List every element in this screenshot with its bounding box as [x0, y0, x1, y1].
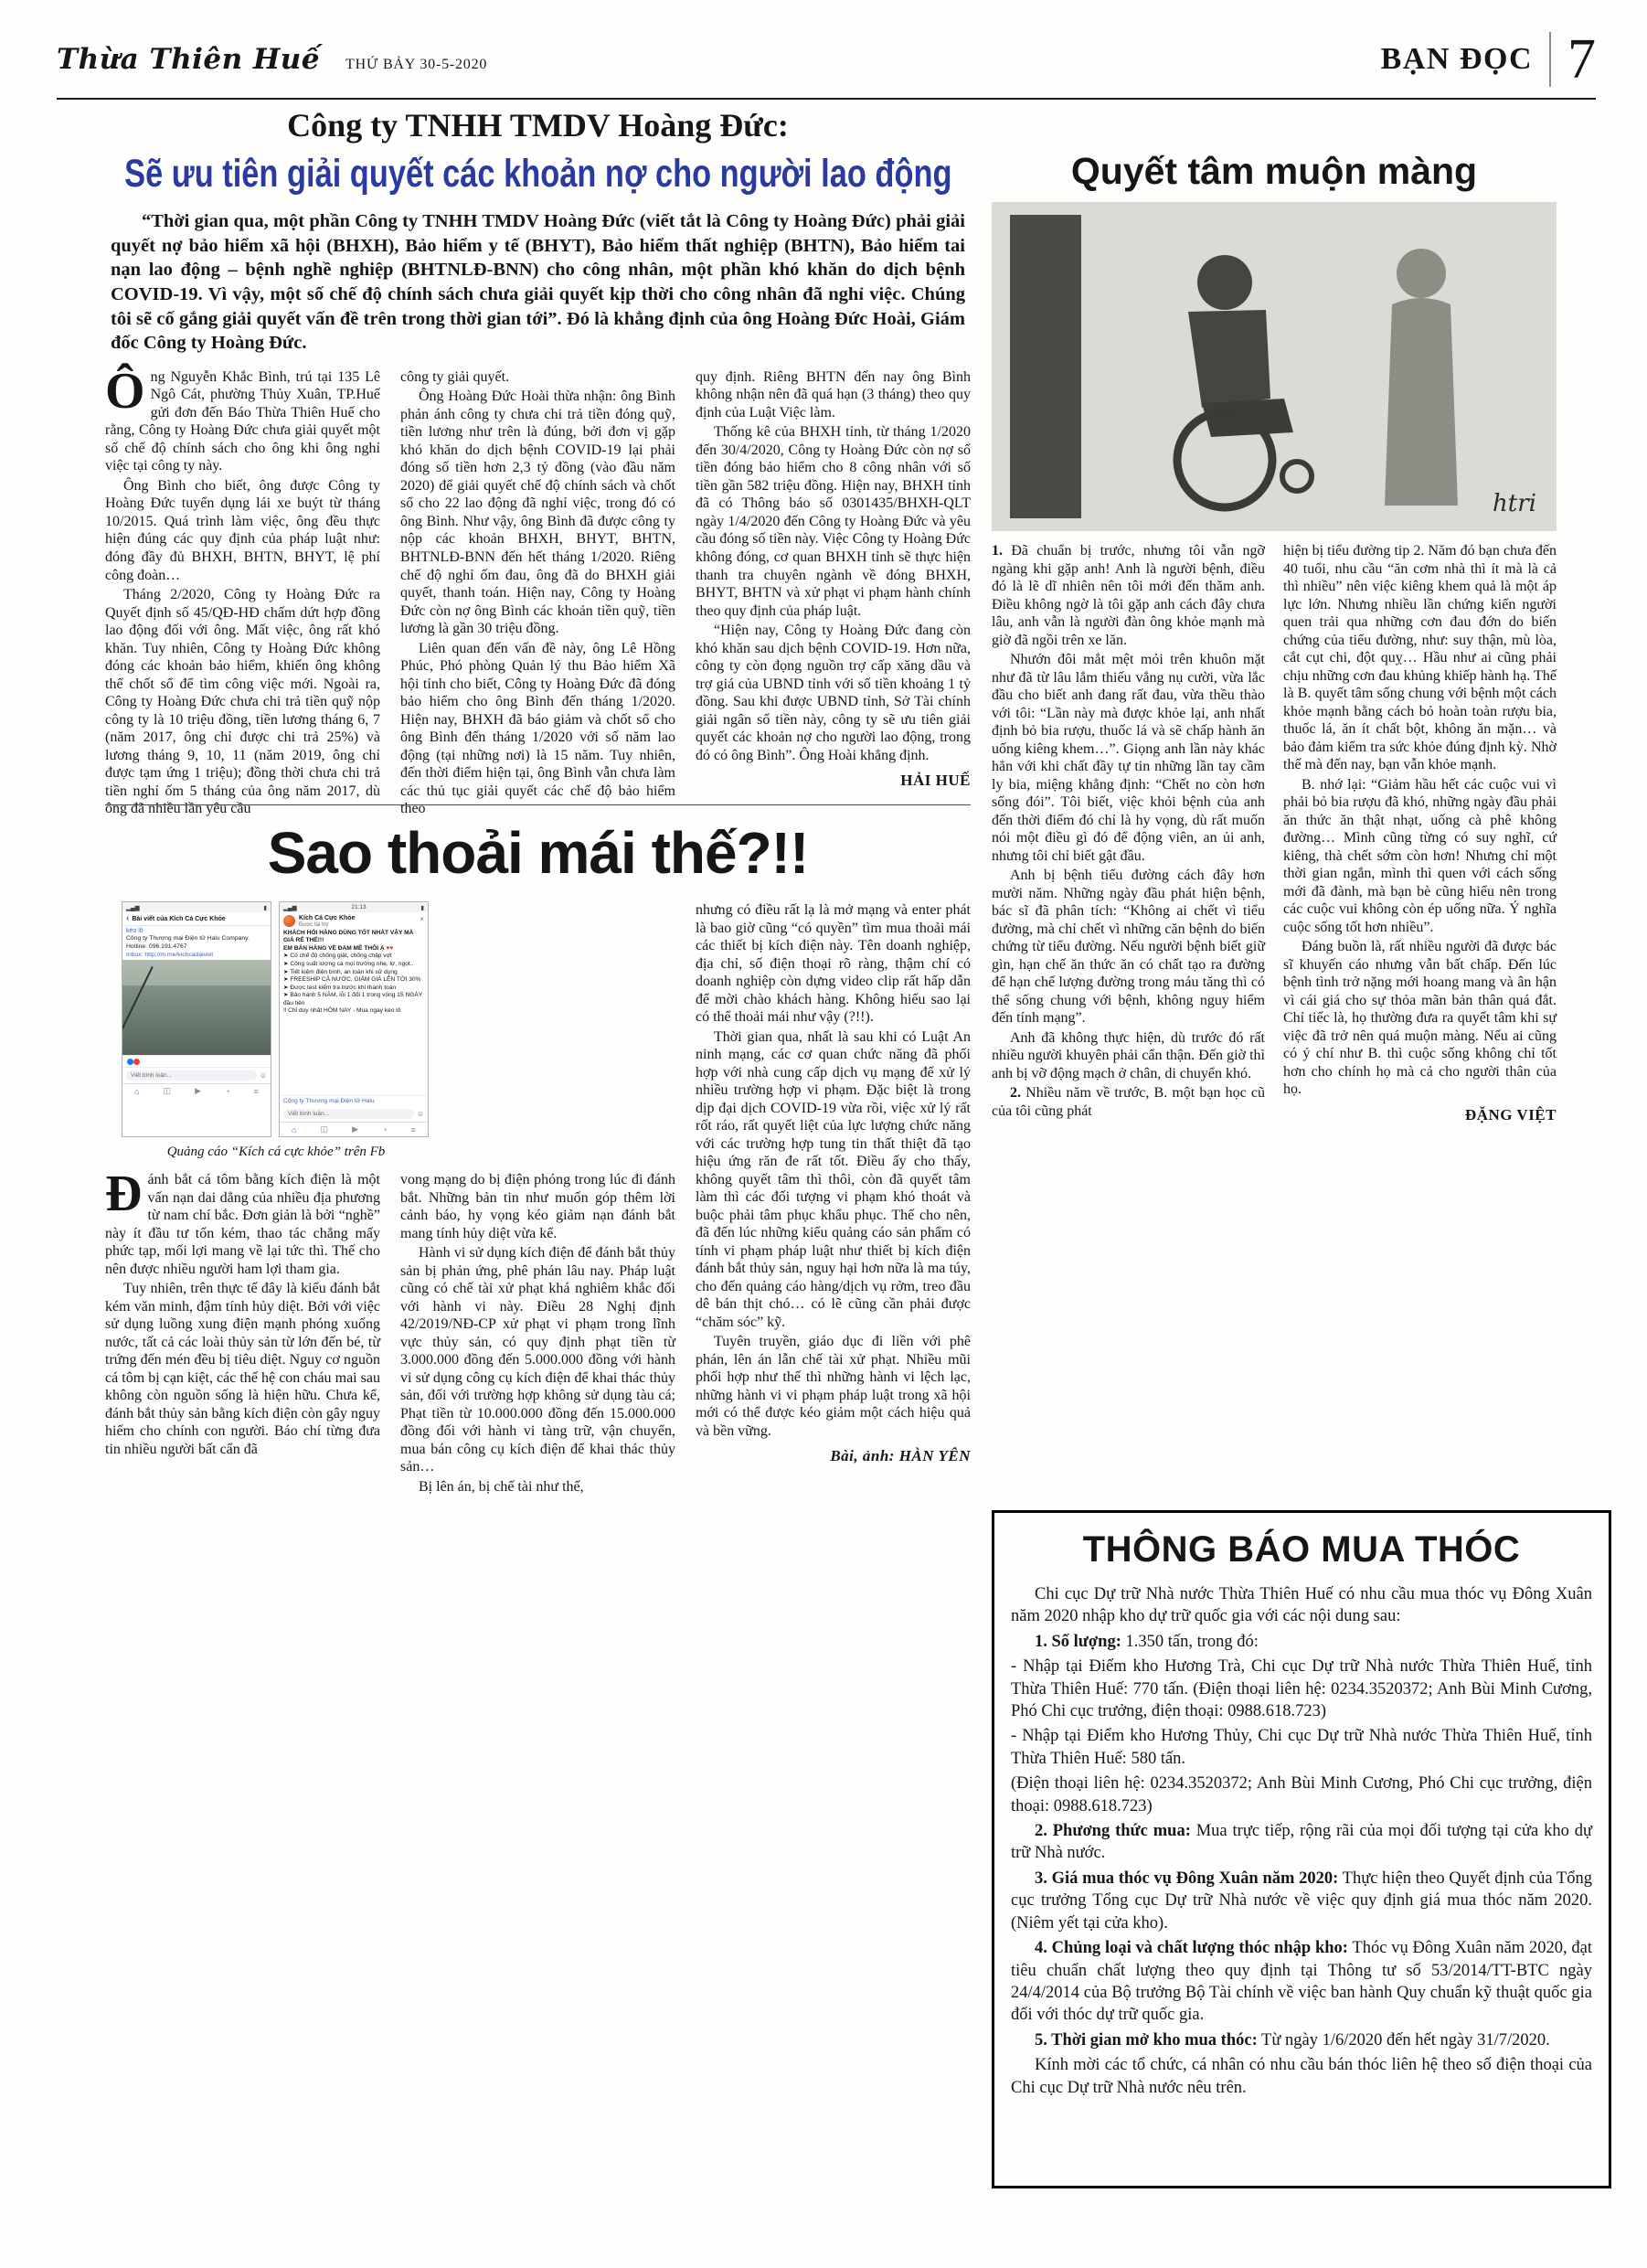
love-icon — [133, 1059, 140, 1065]
fb-screenshot-ad — [279, 901, 429, 1137]
paragraph: Ông Bình cho biết, ông được Công ty Hoàng Đức tuyển dụng lái xe buýt từ tháng 10/2015. Quá trình làm việc, ông đều thực hiện đúng các quy định của pháp luật như: đóng đầy đủ BHXH, BHTN, BHYT, lệ phí công đoàn… — [105, 477, 380, 583]
article-column-1 — [992, 542, 1265, 1124]
paragraph: Ông Hoàng Đức Hoài thừa nhận: ông Bình phản ánh công ty chưa chi trả tiền đóng quỹ, tiền lương như trên là đúng, bởi đơn vị gặp khó khăn do dịch bệnh COVID-19 lại phải đóng số tiền hơn 2,3 tỷ đồng (vào đầu năm 2020) để giải quyết chế độ chính sách và chốt sổ cho 22 lao động đã nghỉ việc, trong đó có ông Bình. Như vậy, ông Bình đã được công ty nộp các khoản BHXH, BHYT, BHTN, BHTNLĐ-BNN đến hết tháng 1/2020. Riêng chế độ nghỉ ốm đau, ông đã do BHXH giải quyết, thanh toán. Hiện nay, Công ty Hoàng Đức còn nợ ông Bình các khoản tiền quỹ, tiền lương là gần 30 triệu đồng. — [400, 389, 675, 637]
paragraph: Nhướn đôi mắt mệt mỏi trên khuôn mặt như đã từ lâu lắm thiếu vắng nụ cười, vừa lắc đầu cho biết anh đang rất đau, vừa thều thào với tôi: “Lần này mà được khỏe lại, anh nhất định bỏ bia rượu, thuốc lá và sẽ chấp hành ăn uống kiêng khem…”. Giọng anh lần này khác hẳn với khi chất đầy tự tin những lần tay cầm ly bia, miệng khẳng định: “Chết no còn hơn sống đói”. Tôi biết, việc khỏi bệnh của anh đến thời điểm đó chỉ là hy vọng, dù rất muốn nói một điều gì đó để động viên, an ủi anh, nhưng tôi chỉ biết gật đầu. — [992, 652, 1265, 864]
signal-icon: ▂▄▆ — [283, 904, 297, 911]
ad-bullet-list — [283, 953, 424, 1016]
section-group — [1380, 28, 1596, 91]
post-photo-water — [122, 960, 271, 1055]
clock: 21:13 — [351, 904, 367, 910]
paragraph: Kính mời các tổ chức, cá nhân có nhu cầu bán thóc liên hệ theo số điện thoại của Chi cục Dự trữ Nhà nước nêu trên. — [1011, 2056, 1592, 2097]
illustration-wheelchair — [992, 202, 1557, 531]
battery-icon: ▮ — [263, 904, 267, 911]
paragraph: Đánh bắt cá tôm bằng kích điện là một vấn nạn dai dẳng của nhiều địa phương từ nam chí bắc. Đơn giản là bởi “nghề” này ít đầu tư tốn kém, thao tác chẳng mấy phức tạp, mối lợi mang về lại tức thì. Thế cho nên được nhiều người ham lợi tham gia. — [105, 1166, 380, 1277]
comment-bar — [122, 1068, 271, 1083]
article-column-1 — [105, 1166, 380, 1497]
paragraph: Liên quan đến vấn đề này, ông Lê Hồng Phúc, Phó phòng Quản lý thu Bảo hiểm Xã hội tỉnh cho biết, Công ty Hoàng Đức đã đóng bảo hiểm cho ông Bình đến tháng 1/2020. Hiện nay, BHXH đã báo giảm và chốt sổ cho ông Bình đến tháng 1/2020 với số năm lao động (tại những nơi) là 15 năm. Tuy nhiên, đến thời điểm hiện tại, ông Bình vẫn chưa làm các thủ tục giải quyết các chế độ bảo hiểm theo — [400, 640, 675, 817]
fb-page-header — [280, 912, 428, 930]
notifications-icon: ◔ — [382, 1124, 388, 1134]
newspaper-masthead: Thừa Thiên Huế — [57, 43, 321, 76]
notice-body — [1011, 1583, 1592, 2099]
ad-headline-1: KHÁCH HỎI HÀNG DÙNG TỐT NHẤT VẬY MÀ GIÁ RẺ THẾ!!! — [283, 929, 414, 944]
header-rule — [57, 98, 1596, 100]
column-paragraphs — [1283, 542, 1557, 1099]
page-name: Kích Cá Cực Khỏe — [299, 915, 356, 921]
paragraph: - Nhập tại Điểm kho Hương Trà, Chi cục Dự trữ Nhà nước Thừa Thiên Huế, tỉnh Thừa Thiên Huế: 770 tấn. (Điện thoại liên hệ: 0234.3520372; Anh Bùi Minh Cương, Phó Chi cục trưởng, điện thoại: 0988.618.723) — [1011, 1657, 1592, 1721]
watch-icon: ▶ — [195, 1086, 202, 1096]
article-body — [105, 901, 971, 1497]
signal-icon: ▂▄▆ — [126, 904, 140, 911]
article-column-3 — [696, 901, 971, 1497]
paragraph: quy định. Riêng BHTN đến nay ông Bình không nhận nên đã quá hạn (3 tháng) theo quy định của Luật Việc làm. — [696, 368, 971, 421]
notice-title: THÔNG BÁO MUA THÓC — [1082, 1529, 1521, 1570]
paragraph: B. nhớ lại: “Giảm hầu hết các cuộc vui vì phải bỏ bia rượu đã khó, những ngày đầu phải ăn thức ăn thật nhạt, uống cà phê không đường… Mình cũng từng có suy nghĩ, cứ kiêng, thà chết sớm còn hơn! Nhưng chỉ một thời gian ngắn, mình thì quen với cách sống mới đã đành, mà bạn bè cũng hiểu nên trong các cuộc vui không còn ép uống nữa. Ý nghĩa cuộc sống tốt hơn nhiều”. — [1283, 776, 1557, 935]
paragraph: Thống kê của BHXH tỉnh, từ tháng 1/2020 đến 30/4/2020, Công ty Hoàng Đức còn nợ số tiền đóng bảo hiểm cho 8 công nhân với số tiền gần 582 triệu đồng. Hiện nay, BHXH tỉnh đã có Thông báo số 0301435/BHXH-QLT ngày 1/4/2020 đến Công ty Hoàng Đức và yêu cầu đóng số tiền này. Việc Công ty Hoàng Đức không đóng, cơ quan BHXH tỉnh sẽ thực hiện thanh tra chuyên ngành về đóng BHXH, BHYT, BHTN và xử phạt vi phạm hành chính theo quy định của pháp luật. — [696, 424, 971, 619]
column-paragraphs — [696, 901, 971, 1440]
notice-box-mua-thoc — [992, 1510, 1611, 2188]
like-icon — [127, 1059, 133, 1065]
paragraph: (Điện thoại liên hệ: 0234.3520372; Anh Bùi Minh Cương, Phó Chi cục trưởng, điện thoại: 0988.618.723) — [1011, 1774, 1592, 1815]
fb-screenshot-post — [122, 901, 271, 1137]
page-header — [57, 26, 1596, 93]
watch-icon: ▶ — [352, 1124, 359, 1134]
issue-date: THỨ BẢY 30-5-2020 — [345, 57, 488, 72]
paragraph: 1. Số lượng: 1.350 tấn, trong đó: — [1035, 1632, 1259, 1651]
article-headline-wrap — [105, 152, 971, 197]
paragraph: 5. Thời gian mở kho mua thóc: Từ ngày 1/6/2020 đến hết ngày 31/7/2020. — [1035, 2030, 1550, 2050]
sponsored-label: Được tài trợ — [299, 921, 329, 928]
article-column-2 — [400, 368, 675, 820]
paragraph: 2. Nhiều năm về trước, B. một bạn học cũ của tôi cũng phát — [992, 1085, 1265, 1119]
byline: HẢI HUẾ — [900, 772, 971, 790]
photo-caption: Quảng cáo “Kích cá cực khỏe” trên Fb — [166, 1145, 386, 1159]
comment-input: Viết bình luận... — [283, 1109, 414, 1119]
close-icon: × — [420, 915, 424, 923]
fb-tab-bar — [122, 1083, 271, 1098]
paragraph: Anh đã không thực hiện, dù trước đó rất nhiều người khuyên phải cẩn thận. Đến giờ thì anh bị vỡ động mạch ở chân, di chuyển khó. — [992, 1029, 1265, 1081]
page-name-block — [299, 915, 355, 928]
paragraph: ➤ Được test kiểm tra trước khi thanh toán — [283, 984, 397, 991]
paragraph: Chi cục Dự trữ Nhà nước Thừa Thiên Huế có nhu cầu mua thóc vụ Đông Xuân năm 2020 nhập kho dự trữ quốc gia với các nội dung sau: — [1011, 1585, 1592, 1626]
paragraph: Ông Nguyễn Khắc Bình, trú tại 135 Lê Ngô Cát, phường Thủy Xuân, TP.Huế gửi đơn đến Báo Thừa Thiên Huế cho rằng, Công ty Hoàng Đức chưa giải quyết một số chế độ chính sách cho ông khi ông nghỉ việc tại công ty này. — [105, 362, 380, 474]
byline: ĐẶNG VIỆT — [1464, 1105, 1557, 1123]
paragraph: Đáng buồn là, rất nhiều người đã được bác sĩ khuyến cáo nhưng vẫn bất chấp. Đến lúc bệnh tình trở nặng mới hoang mang và ân hận vì cái giá cho sự thỏa mãn bản thân quá đắt. Chỉ tiếc là, họ thường đưa ra quyết tâm khi sự việc đã trở nên quá muộn màng. Nếu ai cũng có ý chí như B. thì cuộc sống không chỉ tốt hơn cho chính họ mà cả cho người thân của họ. — [1283, 939, 1557, 1098]
paragraph: 3. Giá mua thóc vụ Đông Xuân năm 2020: Thực hiện theo Quyết định của Tổng cục trưởng Tổng cục Dự trữ Nhà nước về việc quy định giá mua thóc năm 2020. (Niêm yết tại cửa kho). — [1011, 1869, 1592, 1933]
paragraph: ➤ Công suất lượng cá mọi trường nhẹ, lợ, ngọt.. — [283, 960, 414, 967]
reactions-row — [122, 1055, 271, 1068]
paragraph: Tuy nhiên, trên thực tế đây là kiểu đánh bắt kém văn minh, đậm tính hủy diệt. Bởi với việc sử dụng luồng xung điện mạnh phóng xuống nước, tất cả các loài thủy sản từ lớn đến bé, từ trứng đến mén đều bị tiêu diệt. Nguy cơ nguồn cá tôm bị cạn kiệt, các thế hệ con cháu mai sau không còn nguồn sống là hiện hữu. Chưa kể, đánh bắt thủy sản bằng kích điện còn gây nguy hiểm cho chính con người. Báo chí từng đưa tin nhiều người bất cẩn đã — [105, 1281, 380, 1457]
paragraph: hiện bị tiểu đường tip 2. Năm đó bạn chưa đến 40 tuổi, nhu cầu “ăn cơm nhà thì ít mà là cả thì nhiều” nên việc kiêng khem quả là một áp lực lớn. Nhưng nhiều lần chứng kiến người quen trải qua những cơn đau đớn do biến chứng của tiểu đường, như: suy thận, mù lòa, cắt cụt chi, đột quỵ… Hầu như ai cũng phải chịu những cơn đau khủng khiếp hành hạ. Thế là B. quyết tâm sống chung với bệnh một cách khỏe mạnh bằng cách bỏ hoàn toàn rượu bia, thuốc lá, ăn ít chất bột, không ăn mặn… và bảo đảm kiểm tra sức khỏe đúng định kỳ. Nhờ thế mà đến nay, bạn vẫn khỏe mạnh. — [1283, 543, 1557, 773]
post-text — [122, 934, 271, 960]
paragraph: công ty giải quyết. — [400, 368, 510, 385]
inbox-link: Inbox: http://m.me/kichcadaiviet — [126, 951, 214, 958]
paragraph: ➤ Bảo hành 5 NĂM, lỗi 1 đổi 1 trong vòng 15 NGÀY đầu tiên — [283, 992, 423, 1006]
article-columns — [105, 1166, 675, 1497]
article-headline: Sẽ ưu tiên giải quyết các khoản nợ cho người lao động — [123, 152, 952, 196]
menu-icon: ≡ — [253, 1086, 259, 1096]
company-name: Công ty Thương mại Điện tử Halu Company. — [126, 935, 250, 942]
ad-text — [280, 930, 428, 1016]
article-column-2 — [400, 1171, 675, 1497]
paragraph: ➤ FREESHIP CẢ NƯỚC, GIẢM GIÁ LÊN TỚI 30% — [283, 976, 421, 984]
paragraph: Tháng 2/2020, Công ty Hoàng Đức ra Quyết định số 45/QĐ-HĐ chấm dứt hợp đồng lao động đối với ông. Mất việc, ông rất khó khăn. Tuy nhiên, Công ty Hoàng Đức không đóng các khoản bảo hiểm, khiến ông không thể chốt sổ để tìm công việc mới. Ngoài ra, Công ty Hoàng Đức chưa chi trả tiền quỹ nộp công ty là 10 triệu đồng, tiền lương tháng 6, 7 (năm 2017, ông chỉ được chi trả 25%) và lương tháng 9, 10, 11 (năm 2019, ông chỉ được tạm ứng 1 triệu); đồng thời chưa chi trả tiền nghỉ ốm 5 tháng của ông năm 2017, dù ông đã nhiều lần yêu cầu — [105, 587, 380, 817]
paragraph: ‼ Chỉ duy nhất HÔM NAY - Mua ngay kéo lô — [283, 1007, 401, 1015]
fb-post-header — [122, 912, 271, 926]
paragraph: 1. Đã chuẩn bị trước, nhưng tôi vẫn ngỡ ngàng khi gặp anh! Anh là người bệnh, điều đó là lẽ dĩ nhiên nên tôi mới đến thăm anh. Điều không ngờ là tôi gặp anh cách đây chưa lâu, anh vẫn là người đàn ông khỏe mạnh mà giờ đã ngồi trên xe lăn. — [992, 543, 1265, 648]
phone-status-bar — [122, 902, 271, 912]
article-columns — [992, 542, 1557, 1124]
comment-bar — [280, 1106, 428, 1122]
notifications-icon: ◔ — [225, 1086, 230, 1096]
back-icon: ‹ — [126, 913, 130, 923]
paragraph: ➤ Tiết kiệm điện bình, an toàn khi sử dụng — [283, 968, 398, 975]
phone-status-bar — [280, 902, 428, 912]
section-divider-rule — [105, 804, 971, 805]
article-column-2 — [1283, 542, 1557, 1124]
article-left-block — [105, 901, 675, 1497]
article-kicker: Công ty TNHH TMDV Hoàng Đức: — [287, 107, 789, 144]
illustration-svg — [992, 202, 1557, 531]
friends-icon: ◫ — [320, 1124, 329, 1134]
heart-icons: ♥♥ — [386, 944, 394, 952]
emoji-icon: ☺ — [416, 1110, 424, 1118]
paragraph: Anh bị bệnh tiểu đường cách đây hơn mười năm. Những ngày đầu phát hiện bệnh, bác sĩ đã phân tích: “Không ai chết vì tiểu đường, mà chỉ chết vì những căn bệnh do biến chứng từ tiểu đường. Nếu người bệnh biết giữ gìn, hạn chế ăn thức ăn có chất tạo ra đường để hạn chế lượng đường trong máu tăng thì có thể sống chung với bệnh, không nguy hiểm đến tính mạng”. — [992, 868, 1265, 1027]
paragraph: Tuyên truyền, giáo dục đi liền với phê phán, lên án lẫn chế tài xử phạt. Nhiều mũi phối hợp như thế thì những hành vi lệch lạc, những hành vi vi phạm pháp luật trong xã hội mới có thể được kéo giảm một cách hiệu quả và bền vững. — [696, 1334, 971, 1439]
paragraph: 4. Chủng loại và chất lượng thóc nhập kho: Thóc vụ Đông Xuân năm 2020, đạt tiêu chuẩn chất lượng theo quy định tại Thông tư số 53/2014/TT-BTC ngày 24/4/2014 của Bộ trưởng Bộ Tài chính về việc ban hành Quy chuẩn kỹ thuật quốc gia đối với thóc dự trữ quốc gia. — [1011, 1939, 1592, 2025]
paragraph: vong mạng do bị điện phóng trong lúc đi đánh bắt. Những bản tin như muốn góp thêm lời cảnh báo, hy vọng kéo giảm nạn đánh bắt mang tính hủy diệt vừa kể. — [400, 1172, 675, 1241]
paragraph: “Hiện nay, Công ty Hoàng Đức đang còn khó khăn sau dịch bệnh COVID-19. Hơn nữa, công ty còn đọng nguồn trợ cấp xăng dầu và trợ giá của UBND tỉnh với số tiền khoảng 1 tỷ đồng. Sau khi được UBND tỉnh, Sở Tài chính giải ngân số tiền này, công ty sẽ ưu tiên giải quyết các khoản nợ cho người lao động, trong đó có ông Bình”. Ông Hoài khẳng định. — [696, 623, 971, 763]
screenshot-pair — [122, 901, 430, 1137]
section-name: BẠN ĐỌC — [1380, 42, 1533, 76]
hotline: Hotline: 096.191.4767 — [126, 942, 187, 950]
menu-icon: ≡ — [410, 1124, 416, 1134]
masthead-group — [57, 43, 487, 76]
friends-icon: ◫ — [163, 1086, 172, 1096]
illustration-signature: htri — [1493, 490, 1536, 517]
paragraph: 2. Phương thức mua: Mua trực tiếp, rộng rãi của mọi đối tượng tại cửa kho dự trữ Nhà nước. — [1011, 1822, 1592, 1863]
article-column-1 — [105, 362, 380, 820]
byline: Bài, ảnh: HÀN YÊN — [830, 1447, 971, 1465]
comment-input: Viết bình luận... — [126, 1070, 257, 1081]
battery-icon: ▮ — [420, 904, 424, 911]
paragraph: Thời gian qua, nhất là sau khi có Luật An ninh mạng, các cơ quan chức năng đã phối hợp với nhà cung cấp dịch vụ mạng để xử lý nhiều trường hợp vi phạm. Đặc biệt là trong dịp đại dịch COVID-19 vừa rồi, việc xử lý rất rốt ráo, rất quyết liệt của lực lượng chức năng với các trường hợp tung tin thất thiệt đã tạo hiệu ứng răn đe rất tốt. Điều ấy cho thấy, không quyết tâm thì thôi, còn đã quyết tâm làm thì các đối tượng vi phạm khó thoát và buộc phải tâm phục khẩu phục. Thế cho nên, đã đến lúc những kiểu quảng cáo sản phẩm có tính vi phạm pháp luật như thiết bị kích điện đánh bắt thủy sản, nguy hại hơn nữa là ma túy, cho đến quảng cáo hàng/dịch vụ rởm, treo đầu dê bán thịt chó… có lẽ cũng cần phải được “chăm sóc” kỹ. — [696, 1028, 971, 1330]
article-column-3 — [696, 368, 971, 820]
paragraph: nhưng có điều rất lạ là mở mạng và enter phát là bao giờ cũng “có quyền” tìm mua thoải mái các thiết bị kích điện này. Tên doanh nghiệp, địa chỉ, số điện thoại rõ ràng, thậm chí có doanh nghiệp còn dựng video clip rất hấp dẫn để mời chào khách hàng. Không hiểu sao lại có thể thoải mái như vậy (?!!). — [696, 902, 971, 1026]
paragraph: Bị lên án, bị chế tài như thế, — [419, 1478, 584, 1495]
ad-footer-company: Công ty Thương mại Điện tử Halu — [280, 1095, 428, 1106]
home-icon: ⌂ — [292, 1124, 297, 1134]
article-headline: Sao thoải mái thế?!! — [267, 820, 809, 886]
ad-headline-2-text: EM BÁN HÀNG VỀ ĐAM MÊ THÔI Ạ — [283, 944, 385, 952]
emoji-icon: ☺ — [259, 1071, 267, 1081]
paragraph: - Nhập tại Điểm kho Hương Thủy, Chi cục Dự trữ Nhà nước Thừa Thiên Huế, tỉnh Thừa Thiên Huế: 580 tấn. — [1011, 1727, 1592, 1768]
article-kich-dien — [105, 819, 971, 1497]
article-columns — [105, 362, 971, 820]
paragraph: Hành vi sử dụng kích điện để đánh bắt thủy sản bị phản ứng, phê phán lâu nay. Pháp luật cũng có chế tài xử phạt khá nghiêm khắc đối với hành vi này. Điều 28 Nghị định 42/2019/NĐ-CP xử phạt vi phạm trong lĩnh vực thủy sản, có quy định phạt tiền từ 3.000.000 đồng đến 5.000.000 đồng với hành vi sử dụng công cụ kích điện để khai thác thủy sản, đối với trường hợp không sử dụng tàu cá; Phạt tiền từ 10.000.000 đồng đến 15.000.000 đồng đối với hành vi tàng trữ, vận chuyển, mua bán công cụ kích điện để khai thác thủy sản… — [400, 1245, 675, 1475]
photo-block — [122, 901, 430, 1160]
article-hoang-duc — [105, 106, 971, 820]
header-divider — [1549, 32, 1551, 87]
post-link: kéo lô — [126, 928, 143, 934]
page-number: 7 — [1567, 28, 1596, 91]
fb-tab-bar — [280, 1122, 428, 1136]
article-lead: “Thời gian qua, một phần Công ty TNHH TMDV Hoàng Đức (viết tắt là Công ty Hoàng Đức) phải giải quyết nợ bảo hiểm xã hội (BHXH), Bảo hiểm y tế (BHYT), Bảo hiểm thất nghiệp (BHTN), Bảo hiểm tai nạn lao động – bệnh nghề nghiệp (BHTNLĐ-BNN) cho công nhân, một phần khó khăn do dịch bệnh COVID-19. Vì vậy, một số chế độ chính sách chưa giải quyết kịp thời cho công nhân đã nghỉ việc. Chúng tôi sẽ cố gắng giải quyết vấn đề trên trong thời gian tới”. Đó là khẳng định của ông Hoàng Đức Hoài, Giám đốc Công ty Hoàng Đức. — [111, 211, 965, 354]
home-icon: ⌂ — [134, 1086, 140, 1096]
fb-post-title: Bài viết của Kích Cá Cực Khỏe — [132, 915, 226, 922]
article-headline: Quyết tâm muộn màng — [1070, 150, 1478, 192]
column-paragraphs — [696, 368, 971, 764]
article-quyet-tam — [992, 150, 1557, 1124]
paragraph: ➤ Có chế độ chống giật, chống chập vợt — [283, 953, 392, 960]
page-avatar — [283, 915, 295, 927]
